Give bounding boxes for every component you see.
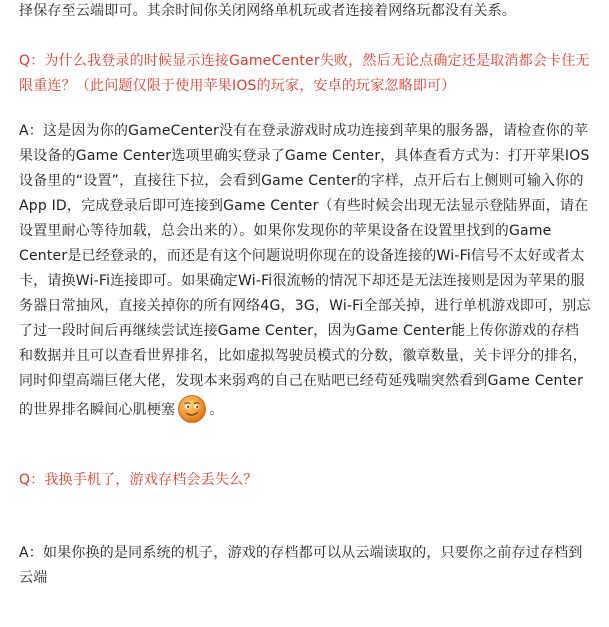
faq-answer-gamecenter-text: A：这是因为你的GameCenter没有在登录游戏时成功连接到苹果的服务器，请检查你的苹果设备的Game Center选项里确实登录了Game Center，具体查看方式为：打开苹果IOS设备里的“设置”，直接往下拉，会看到Game Center的字样，点开后右上侧则可输入你的App ID，完成登录后即可连接到Game Center（有些时候会出现无法显示登陆界面，请在设置里耐心等待加载，总会出来的）。如果你发现你的苹果设备在设置里找到的Game Center是已经登录的，而还是有这个问题说明你现在的设备连接的Wi-Fi信号不太好或者太卡，请换Wi-Fi连接即可。如果确定Wi-Fi很流畅的情况下却还是无法连接则是因为苹果的服务器日常抽风，直接关掉你的所有网络4G，3G，Wi-Fi全部关掉，进行单机游戏即可，别忘了过一段时间后再继续尝试连接Game Center，因为Game Center能上传你游戏的存档和数据并且可以查看世界排名，比如虚拟驾驶员模式的分数，徽章数量，关卡评分的排名，同时仰望高端巨佬大佬，发现本来弱鸡的自己在贴吧已经苟延残喘突然看到Game Center的世界排名瞬间心肌梗塞: [19, 123, 591, 418]
smirk-face-icon: [177, 394, 207, 424]
faq-answer-gamecenter-end: 。: [209, 402, 224, 418]
intro-paragraph: 择保存至云端即可。其余时间你关闭网络单机玩或者连接着网络玩都没有关系。: [19, 3, 516, 19]
faq-question-phone-change: Q：我换手机了，游戏存档会丢失么？: [19, 472, 258, 488]
faq-question-gamecenter: Q：为什么我登录的时候显示连接GameCenter失败，然后无论点确定还是取消都会卡住无限重连？（此问题仅限于使用苹果IOS的玩家，安卓的玩家忽略即可）: [19, 53, 590, 94]
faq-answer-gamecenter: [19, 119, 591, 424]
faq-answer-phone-change: A：如果你换的是同系统的机子，游戏的存档都可以从云端读取的，只要你之前存过存档到云端: [19, 545, 583, 586]
